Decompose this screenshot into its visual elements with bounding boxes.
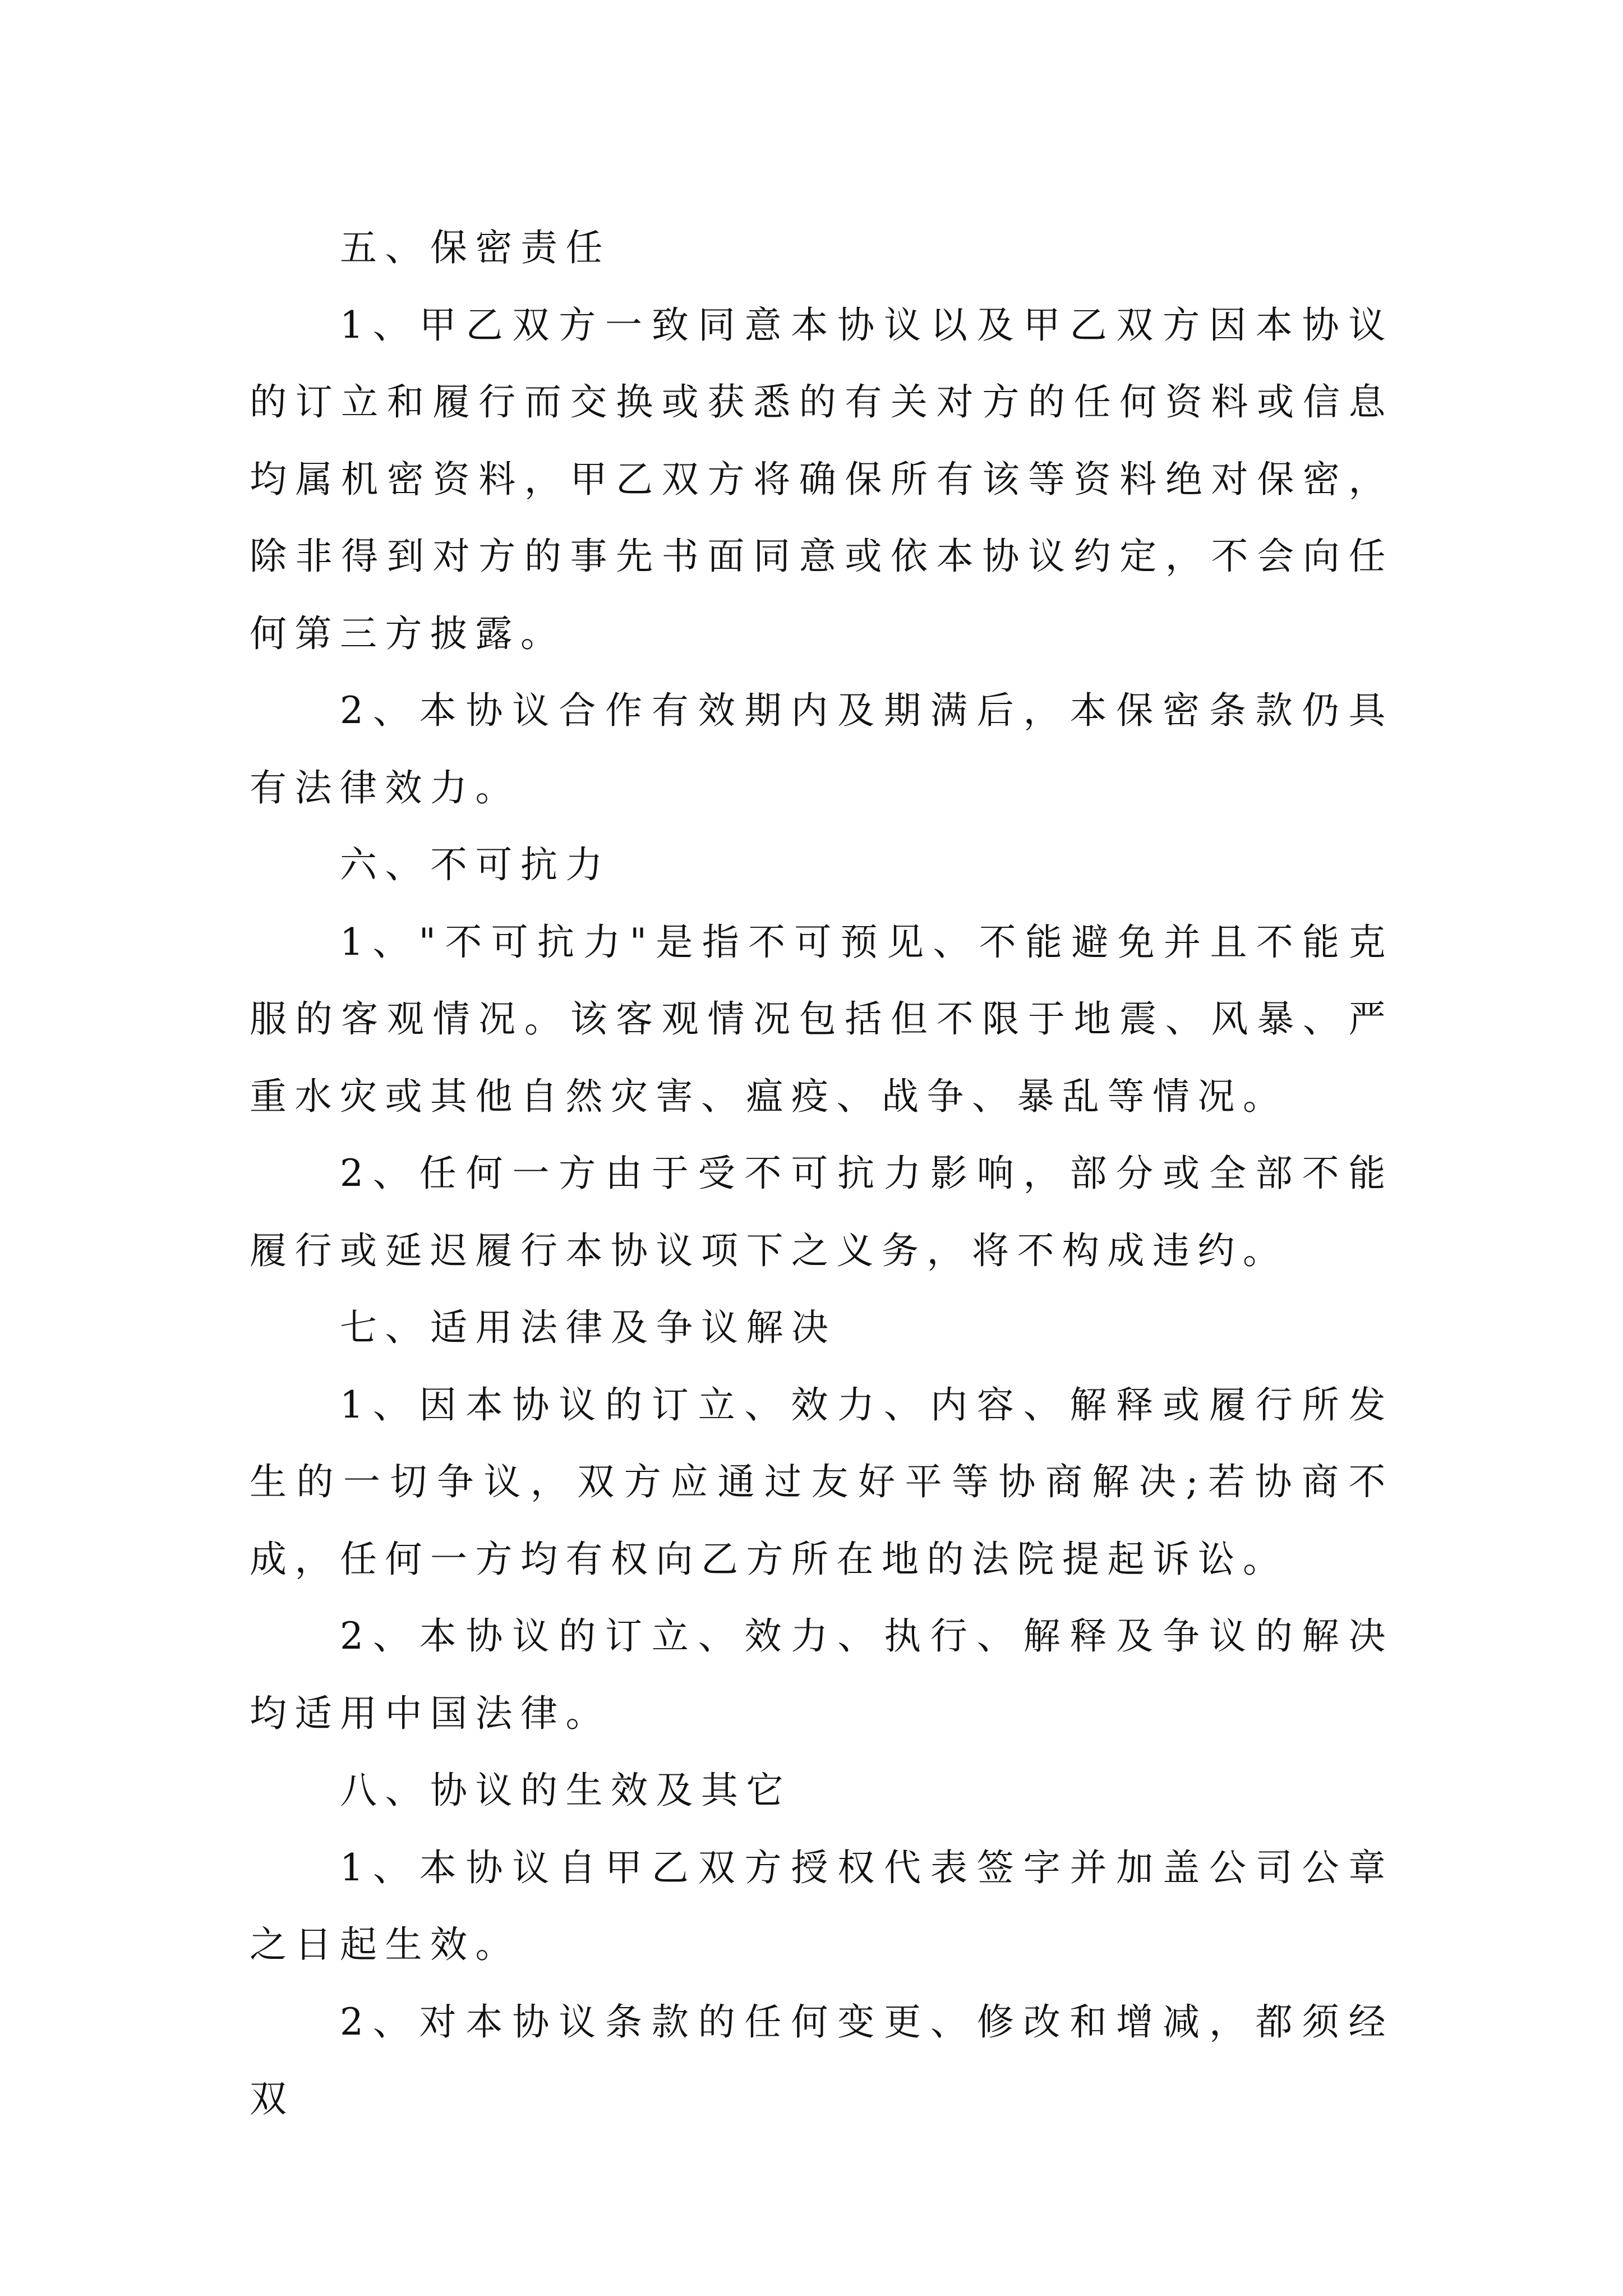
clause-force-majeure-1: 1、"不可抗力"是指不可预见、不能避免并且不能克服的客观情况。该客观情况包括但不限于地震、风暴、严重水灾或其他自然灾害、瘟疫、战争、暴乱等情况。 (250, 920, 1394, 1118)
document-body (250, 209, 1394, 2138)
clause-confidentiality-1: 1、甲乙双方一致同意本协议以及甲乙双方因本协议的订立和履行而交换或获悉的有关对方的任何资料或信息均属机密资料，甲乙双方将确保所有该等资料绝对保密，除非得到对方的事先书面同意或依本协议约定，不会向任何第三方披露。 (250, 303, 1394, 655)
section-heading-confidentiality: 五、保密责任 (340, 226, 611, 269)
clause-force-majeure-2: 2、任何一方由于受不可抗力影响，部分或全部不能履行或延迟履行本协议项下之义务，将不构成违约。 (250, 1152, 1394, 1272)
section-heading-governing-law: 七、适用法律及争议解决 (340, 1306, 837, 1349)
clause-governing-law-1: 1、因本协议的订立、效力、内容、解释或履行所发生的一切争议，双方应通过友好平等协商解决;若协商不成，任何一方均有权向乙方所在地的法院提起诉讼。 (250, 1383, 1394, 1581)
section-heading-effectiveness: 八、协议的生效及其它 (340, 1769, 791, 1812)
clause-effectiveness-1: 1、本协议自甲乙双方授权代表签字并加盖公司公章之日起生效。 (250, 1846, 1394, 1966)
clause-effectiveness-2: 2、对本协议条款的任何变更、修改和增减，都须经双 (250, 2000, 1394, 2120)
clause-governing-law-2: 2、本协议的订立、效力、执行、解释及争议的解决均适用中国法律。 (250, 1614, 1394, 1735)
section-heading-force-majeure: 六、不可抗力 (340, 843, 611, 886)
clause-confidentiality-2: 2、本协议合作有效期内及期满后，本保密条款仍具有法律效力。 (250, 689, 1394, 809)
